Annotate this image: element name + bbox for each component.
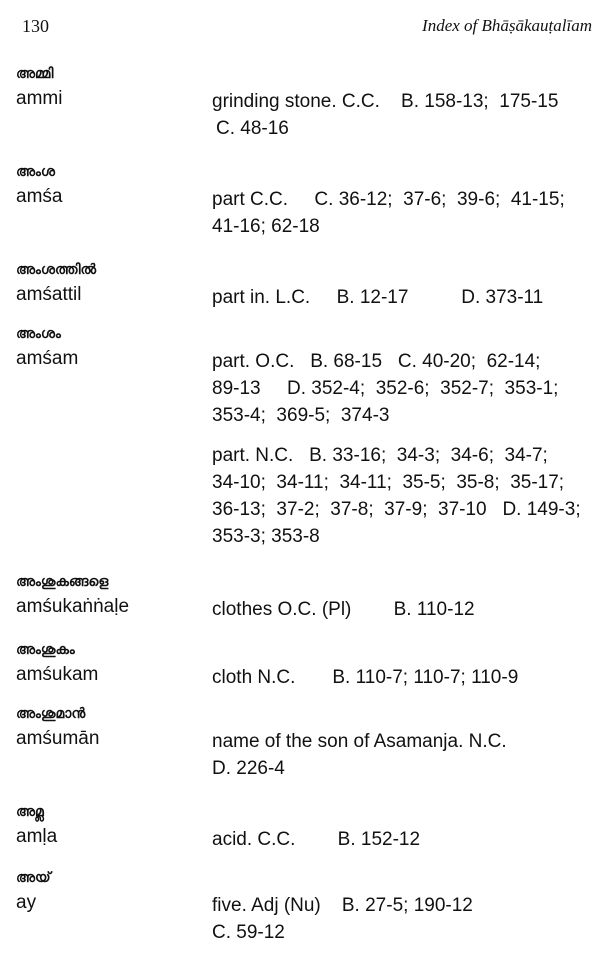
definition xyxy=(212,892,596,946)
definition-line: 353-3; 353-8 xyxy=(212,526,320,547)
transliteration: amśam xyxy=(16,348,79,369)
definition xyxy=(212,728,596,782)
definition-line: acid. C.C. B. 152-12 xyxy=(212,829,421,850)
malayalam-headword: അംശുകങ്ങളെ xyxy=(16,574,109,590)
definition-line: five. Adj (Nu) B. 27-5; 190-12 xyxy=(212,895,473,916)
definition xyxy=(212,284,596,311)
transliteration: amśumān xyxy=(16,728,100,749)
definition-line: 36-13; 37-2; 37-8; 37-9; 37-10 D. 149-3; xyxy=(212,499,581,520)
definition-line: 353-4; 369-5; 374-3 xyxy=(212,405,390,426)
definition-line: 89-13 D. 352-4; 352-6; 352-7; 353-1; xyxy=(212,378,559,399)
malayalam-headword: അംശുകം xyxy=(16,642,75,658)
definition-line: cloth N.C. B. 110-7; 110-7; 110-9 xyxy=(212,667,519,688)
definition-line: part in. L.C. B. 12-17 D. 373-11 xyxy=(212,287,544,308)
definition-sense-1 xyxy=(212,348,596,429)
malayalam-headword: അംശം xyxy=(16,326,61,342)
definition-line: name of the son of Asamanja. N.C. xyxy=(212,731,507,752)
page-number: 130 xyxy=(22,16,49,36)
transliteration: ammi xyxy=(16,88,63,109)
transliteration: amśattil xyxy=(16,284,82,305)
definition-line: 41-16; 62-18 xyxy=(212,216,320,237)
definition-sense-2 xyxy=(212,442,596,550)
definition-line: part. N.C. B. 33-16; 34-3; 34-6; 34-7; xyxy=(212,445,548,466)
definition xyxy=(212,186,596,240)
definition xyxy=(212,596,596,623)
definition-line: grinding stone. C.C. B. 158-13; 175-15 xyxy=(212,91,559,112)
transliteration: amśa xyxy=(16,186,63,207)
running-head: Index of Bhāṣākauṭalīam xyxy=(422,16,592,35)
malayalam-headword: അംശത്തിൽ xyxy=(16,262,97,278)
definition xyxy=(212,826,596,853)
definition-line: clothes O.C. (Pl) B. 110-12 xyxy=(212,599,475,620)
definition-line: part C.C. C. 36-12; 37-6; 39-6; 41-15; xyxy=(212,189,565,210)
malayalam-headword: അമ്ല xyxy=(16,804,44,820)
malayalam-headword: അംശ xyxy=(16,164,56,180)
definition-line: 34-10; 34-11; 34-11; 35-5; 35-8; 35-17; xyxy=(212,472,565,493)
malayalam-headword: അമ്മി xyxy=(16,66,54,82)
page-header xyxy=(0,0,600,40)
definition-line: C. 59-12 xyxy=(212,922,285,943)
definition xyxy=(212,88,596,142)
definition-line: C. 48-16 xyxy=(216,118,289,139)
definition-line: part. O.C. B. 68-15 C. 40-20; 62-14; xyxy=(212,351,541,372)
definition xyxy=(212,664,596,691)
transliteration: amśukam xyxy=(16,664,99,685)
malayalam-headword: അംശുമാൻ xyxy=(16,706,86,722)
malayalam-headword: അയ് xyxy=(16,870,51,886)
transliteration: amḷa xyxy=(16,826,58,847)
transliteration: amśukaṅṅaḷe xyxy=(16,596,130,617)
definition-line: D. 226-4 xyxy=(212,758,285,779)
transliteration: ay xyxy=(16,892,37,913)
